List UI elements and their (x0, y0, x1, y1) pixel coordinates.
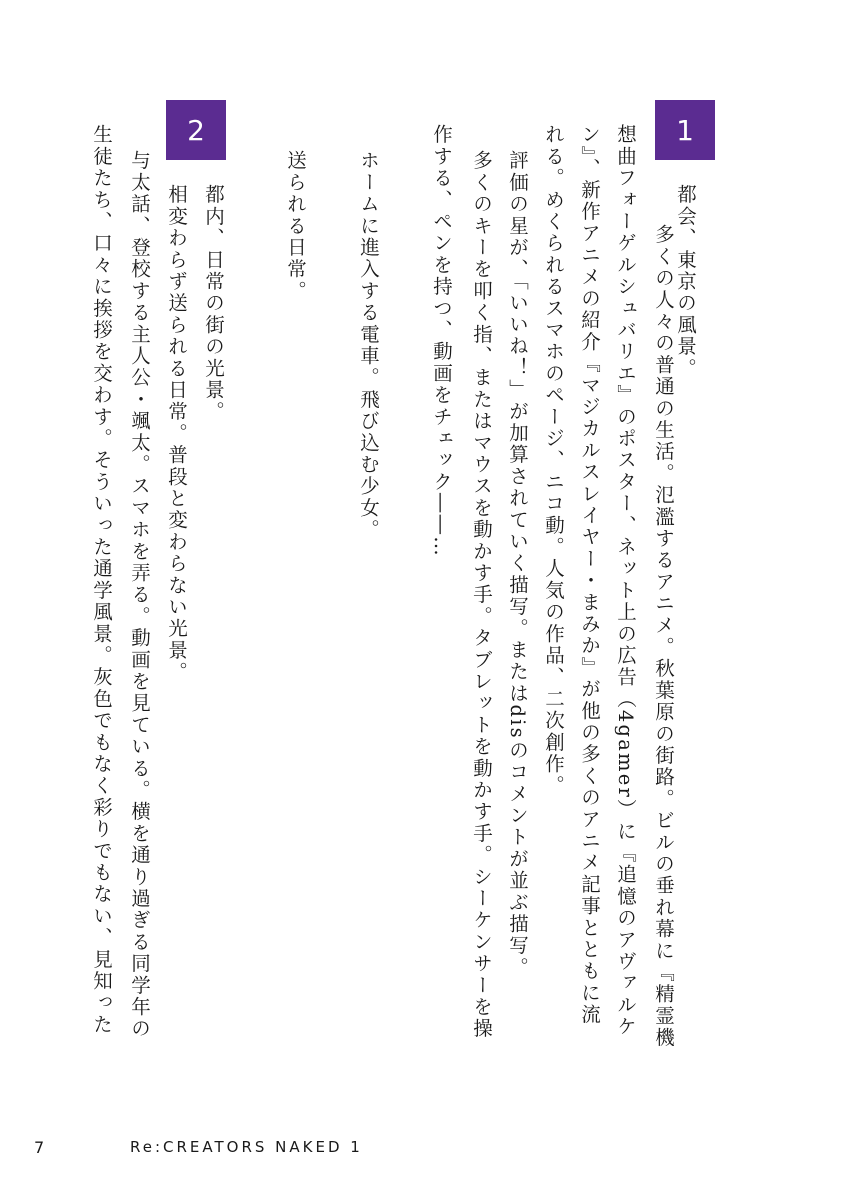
scene-2-line-1: 都内、日常の街の光景。 (202, 184, 225, 423)
scene-1-line-3: 想曲フォーゲルシュバリエ』のポスター、ネット上の広告（4gamer）に『追憶のアヴァルケ (614, 124, 637, 1038)
scene-1-line-2: 多くの人々の普通の生活。氾濫するアニメ。秋葉原の街路。ビルの垂れ幕に『精霊機 (652, 224, 675, 1049)
running-title: Re:CREATORS NAKED 1 (130, 1138, 363, 1156)
scene-1-line-9: ホームに進入する電車。飛び込む少女。 (357, 150, 380, 541)
scene-1-line-7: 多くのキーを叩く指、またはマウスを動かす手。タブレットを動かす手。シーケンサーを操 (470, 150, 493, 1040)
scene-1-line-6: 評価の星が、「いいね！」が加算されていく描写。またはdisのコメントが並ぶ描写。 (506, 150, 529, 979)
scene-2-line-3: 与太話、登校する主人公・颯太。スマホを弄る。動画を見ている。横を通り過ぎる同学年の (128, 150, 151, 1040)
scene-2-line-2: 相変わらず送られる日常。普段と変わらない光景。 (165, 184, 188, 684)
page-number: 7 (34, 1138, 45, 1157)
scene-1-line-1: 都会、東京の風景。 (674, 184, 697, 380)
scene-2-line-4: 生徒たち、口々に挨拶を交わす。そういった通学風景。灰色でもなく彩りでもない、見知った (90, 124, 113, 1036)
scene-1-line-5: れる。めくられるスマホのページ、ニコ動。人気の作品、二次創作。 (542, 124, 565, 797)
scene-1-number-badge (655, 100, 715, 160)
scene-2-number-badge (166, 100, 226, 160)
scene-2-number: 2 (187, 113, 205, 147)
scene-1-line-10: 送られる日常。 (284, 150, 307, 302)
scene-1-line-4: ン』、新作アニメの紹介『マジカルスレイヤー・まみか』が他の多くのアニメ記事とともに流 (578, 124, 601, 1026)
scene-1-number: 1 (676, 113, 694, 147)
scene-1-line-8: 作する、ペンを持つ、動画をチェック――… (430, 124, 453, 558)
